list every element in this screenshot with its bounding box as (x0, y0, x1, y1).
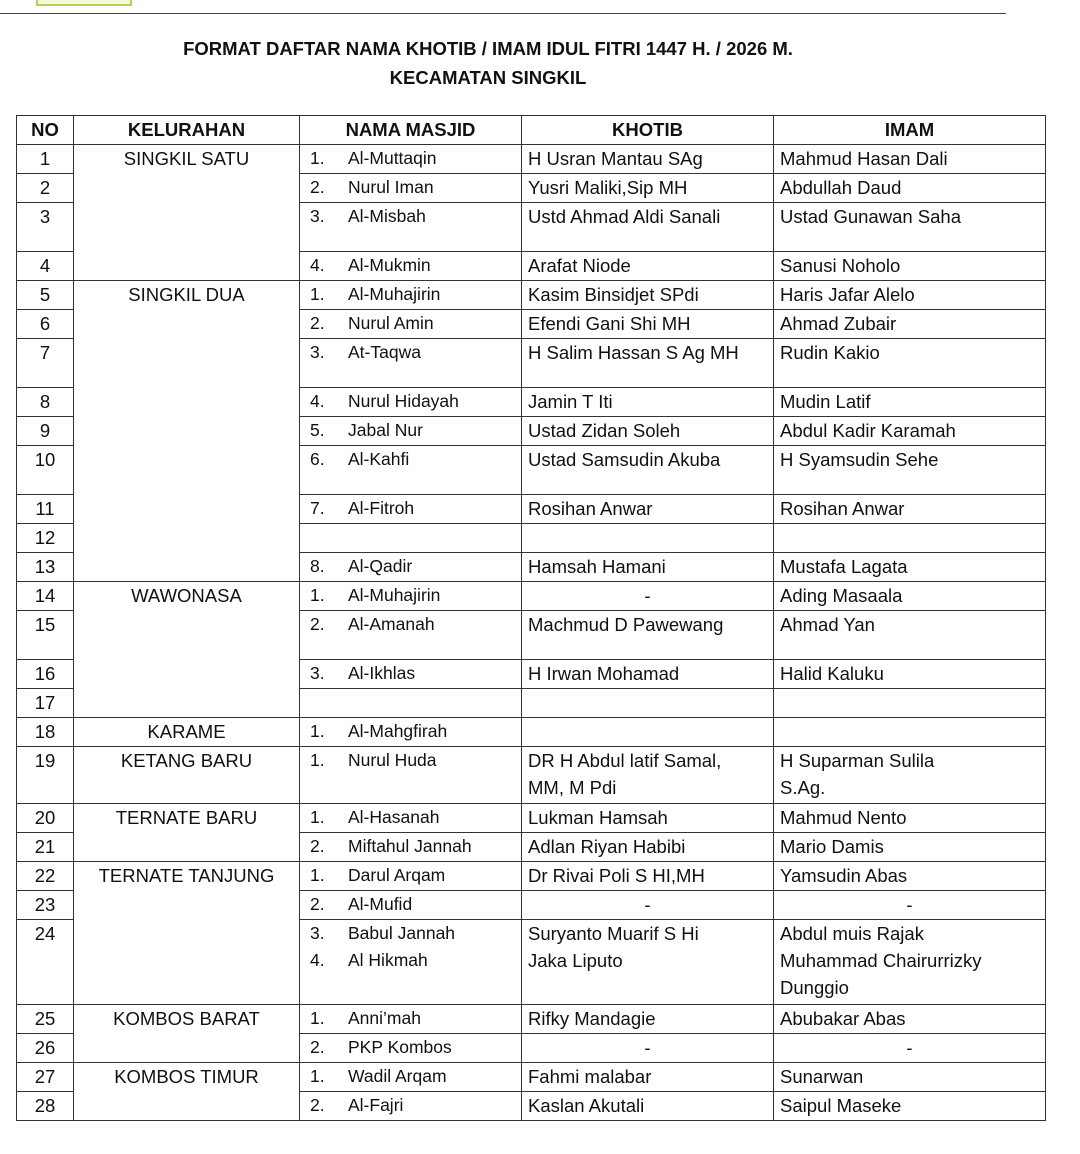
kelurahan-cell: SINGKIL DUA (74, 281, 300, 582)
khotib-cell: Jamin T Iti (522, 388, 774, 417)
masjid-name: Al-Ikhlas (348, 663, 416, 683)
masjid-cell (300, 920, 522, 1005)
khotib-line: MM, M Pdi (528, 777, 617, 798)
row-number: 27 (17, 1063, 74, 1092)
masjid-cell (300, 1063, 522, 1092)
row-number: 17 (17, 689, 74, 718)
row-number: 16 (17, 660, 74, 689)
masjid-number: 1. (310, 148, 325, 168)
row-number: 8 (17, 388, 74, 417)
masjid-number: 3. (310, 206, 325, 226)
khotib-cell: Efendi Gani Shi MH (522, 310, 774, 339)
masjid-cell (300, 718, 522, 747)
imam-line: S.Ag. (780, 777, 826, 798)
masjid-cell (300, 252, 522, 281)
masjid-number: 1. (310, 585, 325, 605)
masjid-number: 8. (310, 556, 325, 576)
masjid-number: 3. (310, 923, 325, 943)
masjid-cell (300, 747, 522, 804)
imam-line: Dunggio (780, 977, 849, 998)
khotib-cell: - (522, 891, 774, 920)
header-no: NO (17, 116, 74, 145)
imam-cell: Ading Masaala (774, 582, 1046, 611)
imam-cell: Saipul Maseke (774, 1092, 1046, 1121)
row-number: 10 (17, 446, 74, 495)
masjid-number: 2. (310, 177, 325, 197)
kelurahan-cell: KARAME (74, 718, 300, 747)
row-number: 15 (17, 611, 74, 660)
table-row (17, 1063, 1046, 1092)
masjid-name: Anni’mah (348, 1008, 421, 1028)
masjid-cell (300, 310, 522, 339)
masjid-number: 1. (310, 865, 325, 885)
masjid-cell (300, 446, 522, 495)
imam-cell: Mario Damis (774, 833, 1046, 862)
imam-cell: H Syamsudin Sehe (774, 446, 1046, 495)
masjid-cell (300, 145, 522, 174)
masjid-number: 2. (310, 894, 325, 914)
masjid-cell (300, 862, 522, 891)
masjid-number: 3. (310, 342, 325, 362)
masjid-name: Nurul Amin (348, 313, 434, 333)
khotib-imam-table (16, 115, 1046, 1121)
masjid-number: 4. (310, 391, 325, 411)
header-nama-masjid: NAMA MASJID (300, 116, 522, 145)
masjid-cell (300, 833, 522, 862)
masjid-cell (300, 582, 522, 611)
row-number: 26 (17, 1034, 74, 1063)
kelurahan-cell: TERNATE TANJUNG (74, 862, 300, 1005)
khotib-cell: Rosihan Anwar (522, 495, 774, 524)
khotib-cell: Adlan Riyan Habibi (522, 833, 774, 862)
masjid-name: Al-Muttaqin (348, 148, 437, 168)
masjid-number: 5. (310, 420, 325, 440)
masjid-name: Al-Mahgfirah (348, 721, 448, 741)
row-number: 1 (17, 145, 74, 174)
masjid-number: 7. (310, 498, 325, 518)
masjid-number: 3. (310, 663, 325, 683)
row-number: 11 (17, 495, 74, 524)
masjid-cell (300, 281, 522, 310)
row-number: 24 (17, 920, 74, 1005)
imam-cell: Yamsudin Abas (774, 862, 1046, 891)
header-khotib: KHOTIB (522, 116, 774, 145)
table-row (17, 582, 1046, 611)
row-number: 22 (17, 862, 74, 891)
khotib-cell: Lukman Hamsah (522, 804, 774, 833)
masjid-name: Nurul Iman (348, 177, 434, 197)
row-number: 19 (17, 747, 74, 804)
imam-line: Abdul muis Rajak (780, 923, 924, 944)
masjid-name: Al-Fajri (348, 1095, 404, 1115)
row-number: 12 (17, 524, 74, 553)
masjid-cell (300, 495, 522, 524)
khotib-cell: Machmud D Pawewang (522, 611, 774, 660)
row-number: 21 (17, 833, 74, 862)
khotib-cell: Ustd Ahmad Aldi Sanali (522, 203, 774, 252)
masjid-name: Nurul Huda (348, 750, 437, 770)
table-row (17, 862, 1046, 891)
masjid-cell (300, 1034, 522, 1063)
masjid-cell (300, 891, 522, 920)
document-title (0, 34, 976, 92)
imam-cell: Ahmad Zubair (774, 310, 1046, 339)
kelurahan-cell: WAWONASA (74, 582, 300, 718)
header-imam: IMAM (774, 116, 1046, 145)
masjid-cell (300, 804, 522, 833)
masjid-cell (300, 660, 522, 689)
masjid-cell (300, 388, 522, 417)
masjid-cell (300, 553, 522, 582)
masjid-number: 1. (310, 750, 325, 770)
masjid-name: Al Hikmah (348, 950, 428, 970)
kelurahan-cell: KOMBOS TIMUR (74, 1063, 300, 1121)
khotib-line: Suryanto Muarif S Hi (528, 923, 699, 944)
masjid-cell (300, 689, 522, 718)
khotib-cell: H Usran Mantau SAg (522, 145, 774, 174)
row-number: 13 (17, 553, 74, 582)
khotib-cell (522, 747, 774, 804)
masjid-name: Al-Kahfi (348, 449, 410, 469)
kelurahan-cell: SINGKIL SATU (74, 145, 300, 281)
kelurahan-cell: KETANG BARU (74, 747, 300, 804)
masjid-number: 2. (310, 614, 325, 634)
masjid-cell (300, 174, 522, 203)
imam-cell: Ustad Gunawan Saha (774, 203, 1046, 252)
masjid-name: Al-Qadir (348, 556, 413, 576)
imam-cell (774, 689, 1046, 718)
masjid-number: 1. (310, 807, 325, 827)
masjid-cell (300, 1092, 522, 1121)
khotib-cell: Kaslan Akutali (522, 1092, 774, 1121)
khotib-cell (522, 689, 774, 718)
khotib-line: DR H Abdul latif Samal, (528, 750, 722, 771)
khotib-cell: Fahmi malabar (522, 1063, 774, 1092)
khotib-cell: - (522, 582, 774, 611)
masjid-name: PKP Kombos (348, 1037, 452, 1057)
imam-cell: Rudin Kakio (774, 339, 1046, 388)
row-number: 20 (17, 804, 74, 833)
imam-cell: Abdul Kadir Karamah (774, 417, 1046, 446)
table-row (17, 145, 1046, 174)
row-number: 2 (17, 174, 74, 203)
khotib-cell: - (522, 1034, 774, 1063)
masjid-cell (300, 611, 522, 660)
khotib-cell (522, 718, 774, 747)
masjid-cell (300, 417, 522, 446)
khotib-cell: Rifky Mandagie (522, 1005, 774, 1034)
masjid-number: 6. (310, 449, 325, 469)
header-rule (0, 13, 1006, 14)
row-number: 28 (17, 1092, 74, 1121)
row-number: 7 (17, 339, 74, 388)
masjid-cell (300, 203, 522, 252)
imam-cell: Halid Kaluku (774, 660, 1046, 689)
khotib-cell: Yusri Maliki,Sip MH (522, 174, 774, 203)
kelurahan-cell: KOMBOS BARAT (74, 1005, 300, 1063)
imam-cell: - (774, 891, 1046, 920)
imam-cell: - (774, 1034, 1046, 1063)
imam-cell: Mustafa Lagata (774, 553, 1046, 582)
masjid-number: 1. (310, 721, 325, 741)
header-kelurahan: KELURAHAN (74, 116, 300, 145)
masjid-name: Al-Mukmin (348, 255, 431, 275)
masjid-name: Jabal Nur (348, 420, 423, 440)
masjid-name: Al-Muhajirin (348, 284, 441, 304)
row-number: 18 (17, 718, 74, 747)
masjid-number: 2. (310, 313, 325, 333)
imam-cell (774, 920, 1046, 1005)
table-row (17, 718, 1046, 747)
khotib-cell: Dr Rivai Poli S HI,MH (522, 862, 774, 891)
khotib-cell: Arafat Niode (522, 252, 774, 281)
title-line-2: KECAMATAN SINGKIL (389, 67, 587, 88)
imam-cell: Abdullah Daud (774, 174, 1046, 203)
imam-cell: Haris Jafar Alelo (774, 281, 1046, 310)
row-number: 25 (17, 1005, 74, 1034)
imam-cell: Sanusi Noholo (774, 252, 1046, 281)
table-row (17, 747, 1046, 804)
masjid-number: 2. (310, 1037, 325, 1057)
row-number: 6 (17, 310, 74, 339)
row-number: 14 (17, 582, 74, 611)
masjid-number: 1. (310, 284, 325, 304)
masjid-cell (300, 524, 522, 553)
imam-cell: Mahmud Nento (774, 804, 1046, 833)
masjid-number: 1. (310, 1008, 325, 1028)
masjid-name: At-Taqwa (348, 342, 421, 362)
masjid-name: Wadil Arqam (348, 1066, 447, 1086)
kelurahan-cell: TERNATE BARU (74, 804, 300, 862)
masjid-name: Darul Arqam (348, 865, 446, 885)
khotib-cell: Hamsah Hamani (522, 553, 774, 582)
khotib-cell: Ustad Samsudin Akuba (522, 446, 774, 495)
table-header-row (17, 116, 1046, 145)
table-row (17, 804, 1046, 833)
table-row (17, 281, 1046, 310)
khotib-cell: Ustad Zidan Soleh (522, 417, 774, 446)
masjid-name: Babul Jannah (348, 923, 456, 943)
masjid-number: 1. (310, 1066, 325, 1086)
imam-cell: Rosihan Anwar (774, 495, 1046, 524)
title-line-1: FORMAT DAFTAR NAMA KHOTIB / IMAM IDUL FITRI 1447 H. / 2026 M. (183, 38, 793, 59)
imam-cell (774, 747, 1046, 804)
masjid-name: Al-Amanah (348, 614, 435, 634)
imam-cell: Mudin Latif (774, 388, 1046, 417)
row-number: 4 (17, 252, 74, 281)
imam-cell: Sunarwan (774, 1063, 1046, 1092)
imam-cell: Mahmud Hasan Dali (774, 145, 1046, 174)
masjid-cell (300, 1005, 522, 1034)
imam-cell (774, 718, 1046, 747)
imam-cell: Abubakar Abas (774, 1005, 1046, 1034)
row-number: 3 (17, 203, 74, 252)
masjid-name: Al-Muhajirin (348, 585, 441, 605)
imam-cell: Ahmad Yan (774, 611, 1046, 660)
masjid-name: Al-Fitroh (348, 498, 415, 518)
khotib-line: Jaka Liputo (528, 950, 623, 971)
masjid-number: 4. (310, 255, 325, 275)
row-number: 9 (17, 417, 74, 446)
masjid-number: 4. (310, 950, 325, 970)
masjid-number: 2. (310, 1095, 325, 1115)
khotib-cell (522, 920, 774, 1005)
table-row (17, 1005, 1046, 1034)
khotib-cell: H Irwan Mohamad (522, 660, 774, 689)
row-number: 23 (17, 891, 74, 920)
masjid-name: Al-Misbah (348, 206, 426, 226)
khotib-cell: H Salim Hassan S Ag MH (522, 339, 774, 388)
masjid-name: Miftahul Jannah (348, 836, 472, 856)
page-tab-marker (36, 0, 132, 6)
masjid-name: Nurul Hidayah (348, 391, 459, 411)
masjid-cell (300, 339, 522, 388)
masjid-number: 2. (310, 836, 325, 856)
imam-cell (774, 524, 1046, 553)
khotib-cell: Kasim Binsidjet SPdi (522, 281, 774, 310)
row-number: 5 (17, 281, 74, 310)
masjid-name: Al-Hasanah (348, 807, 440, 827)
imam-line: Muhammad Chairurrizky (780, 950, 982, 971)
masjid-name: Al-Mufid (348, 894, 413, 914)
imam-line: H Suparman Sulila (780, 750, 935, 771)
khotib-cell (522, 524, 774, 553)
